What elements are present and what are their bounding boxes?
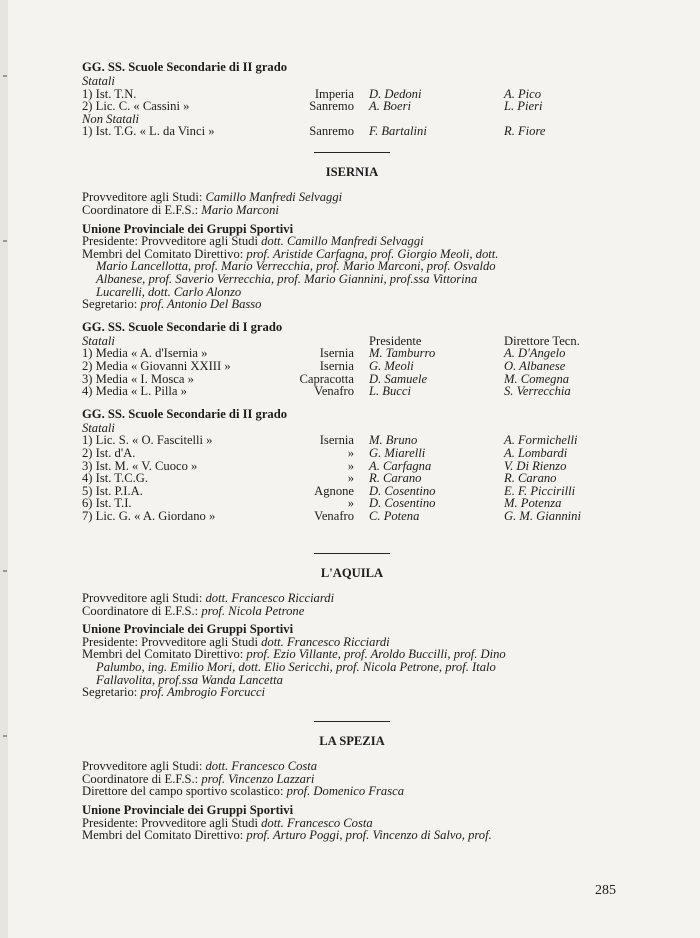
school-name: 4) Media « L. Pilla » — [82, 384, 187, 399]
president-name: F. Bartalini — [369, 124, 427, 139]
coordinatore-line — [82, 605, 622, 618]
director-name: E. F. Piccirilli — [504, 483, 576, 498]
president-name: L. Bucci — [369, 384, 411, 399]
segretario-line — [82, 298, 622, 311]
school-city: » — [347, 496, 354, 511]
membri-label: Membri del Comitato Direttivo: — [82, 246, 244, 261]
school-name: 2) Lic. C. « Cassini » — [82, 99, 190, 114]
table-row — [82, 100, 622, 113]
school-name: 3) Media « I. Mosca » — [82, 371, 194, 386]
membri-names-cont: Palumbo, ing. Emilio Mori, dott. Elio Sericchi, prof. Nicola Petrone, prof. Italo — [96, 660, 496, 674]
statali-label: Statali — [82, 74, 115, 88]
school-city: Venafro — [314, 508, 354, 523]
coordinatore-label: Coordinatore di E.F.S.: — [82, 203, 199, 218]
director-name: O. Albanese — [504, 359, 566, 373]
president-name: G. Miarelli — [369, 445, 426, 460]
school-city: Isernia — [319, 359, 354, 373]
section-heading: GG. SS. Scuole Secondarie di II grado — [82, 60, 288, 74]
school-name: 1) Media « A. d'Isernia » — [82, 346, 208, 361]
section-divider — [314, 721, 390, 723]
segretario-label: Segretario: — [82, 685, 138, 700]
school-name: 6) Ist. T.I. — [82, 496, 132, 511]
non-statali-label: Non Statali — [82, 111, 140, 126]
school-name: 7) Lic. G. « A. Giordano » — [82, 508, 216, 523]
unione-heading: Unione Provinciale dei Gruppi Sportivi — [82, 622, 294, 637]
membri-names-cont: Mario Lancellotta, prof. Mario Verrecchia, prof. Mario Marconi, prof. Osvaldo — [96, 259, 496, 274]
campo-name: prof. Domenico Frasca — [286, 784, 405, 799]
president-name: M. Bruno — [369, 433, 418, 448]
provveditore-label: Provveditore agli Studi: — [82, 591, 203, 606]
membri-names: prof. Ezio Villante, prof. Aroldo Buccilli, prof. Dino — [246, 647, 506, 662]
campo-line — [82, 785, 622, 798]
membri-label: Membri del Comitato Direttivo: — [82, 647, 244, 662]
table-row — [82, 385, 622, 398]
director-name: M. Potenza — [504, 496, 562, 511]
director-name: A. Formichelli — [504, 433, 578, 448]
column-header-presidente: Presidente — [369, 333, 422, 348]
statali-label: Statali — [82, 333, 115, 348]
section-title-laquila: L'AQUILA — [320, 566, 384, 581]
segretario-name: prof. Antonio Del Basso — [140, 297, 262, 312]
membri-names-cont: Lucarelli, dott. Carlo Alonzo — [96, 284, 242, 299]
school-city: Sanremo — [309, 124, 354, 139]
section-title-isernia: ISERNIA — [325, 165, 379, 180]
membri-line — [82, 829, 622, 842]
school-city: Venafro — [314, 384, 354, 399]
school-city: Agnone — [314, 483, 354, 498]
membri-names-cont: Albanese, prof. Saverio Verrecchia, prof. Mario Giannini, prof.ssa Vittorina — [96, 272, 478, 287]
table-row — [82, 447, 622, 460]
binding-hole-mark — [3, 240, 7, 242]
table-row — [82, 510, 622, 523]
membri-label: Membri del Comitato Direttivo: — [82, 828, 244, 843]
coordinatore-name: prof. Nicola Petrone — [201, 603, 305, 618]
director-name: A. D'Angelo — [504, 346, 566, 361]
coordinatore-name: Mario Marconi — [201, 203, 279, 218]
school-name: 1) Ist. T.G. « L. da Vinci » — [82, 124, 215, 139]
provveditore-name: dott. Francesco Ricciardi — [205, 591, 335, 606]
section-divider — [314, 553, 390, 555]
provveditore-label: Provveditore agli Studi: — [82, 759, 203, 774]
school-table — [82, 125, 622, 138]
campo-label: Direttore del campo sportivo scolastico: — [82, 784, 284, 799]
school-table — [82, 347, 622, 397]
coordinatore-line — [82, 204, 622, 217]
presidente-label: Presidente: Provveditore agli Studi — [82, 815, 258, 830]
director-name: A. Lombardi — [504, 445, 568, 460]
section-title-laspezia: LA SPEZIA — [319, 734, 385, 749]
section-divider — [314, 152, 390, 154]
school-name: 1) Ist. T.N. — [82, 86, 137, 101]
membri-names-cont: Fallavolita, prof.ssa Wanda Lancetta — [96, 672, 283, 687]
president-name: A. Carfagna — [369, 458, 432, 473]
school-table — [82, 88, 622, 113]
director-name: R. Fiore — [504, 124, 546, 139]
president-name: C. Potena — [369, 508, 420, 523]
director-name: A. Pico — [504, 86, 542, 101]
director-name: G. M. Giannini — [504, 508, 581, 523]
school-city: » — [347, 445, 354, 460]
school-name: 4) Ist. T.C.G. — [82, 471, 148, 486]
page-number: 285 — [595, 883, 616, 898]
presidente-name: dott. Francesco Ricciardi — [261, 634, 390, 649]
membri-names: prof. Aristide Carfagna, prof. Giorgio Meoli, dott. — [246, 246, 499, 261]
school-city: Isernia — [319, 346, 354, 361]
binding-hole-mark — [3, 75, 7, 77]
president-name: G. Meoli — [369, 359, 414, 373]
table-row — [82, 125, 622, 138]
provveditore-name: Camillo Manfredi Selvaggi — [205, 190, 343, 205]
director-name: L. Pieri — [504, 99, 543, 114]
coordinatore-label: Coordinatore di E.F.S.: — [82, 603, 199, 618]
school-name: 2) Ist. d'A. — [82, 445, 136, 460]
presidente-name: dott. Francesco Costa — [261, 815, 373, 830]
binding-hole-mark — [3, 570, 7, 572]
table-row — [82, 360, 622, 373]
school-name: 3) Ist. M. « V. Cuoco » — [82, 458, 198, 473]
director-name: S. Verrecchia — [504, 384, 571, 399]
director-name: M. Comegna — [504, 371, 570, 386]
president-name: D. Samuele — [369, 371, 428, 386]
segretario-line — [82, 686, 622, 699]
provveditore-label: Provveditore agli Studi: — [82, 190, 203, 205]
presidente-label: Presidente: Provveditore agli Studi — [82, 634, 258, 649]
binding-hole-mark — [3, 735, 7, 737]
school-name: 5) Ist. P.I.A. — [82, 483, 143, 498]
president-name: M. Tamburro — [369, 346, 436, 361]
president-name: R. Carano — [369, 471, 422, 486]
president-name: A. Boeri — [369, 99, 411, 114]
section-heading: GG. SS. Scuole Secondarie di II grado — [82, 406, 288, 421]
page-content — [82, 60, 622, 842]
unione-heading: Unione Provinciale dei Gruppi Sportivi — [82, 803, 294, 818]
president-name: D. Cosentino — [369, 483, 436, 498]
statali-label: Statali — [82, 420, 115, 435]
school-city: Sanremo — [309, 99, 354, 114]
school-table — [82, 434, 622, 522]
presidente-name: dott. Camillo Manfredi Selvaggi — [261, 234, 424, 249]
school-city: » — [347, 471, 354, 486]
membri-names: prof. Arturo Poggi, prof. Vincenzo di Salvo, prof. — [246, 828, 492, 843]
coordinatore-name: prof. Vincenzo Lazzari — [201, 771, 315, 786]
president-name: D. Cosentino — [369, 496, 436, 511]
director-name: R. Carano — [504, 471, 557, 486]
president-name: D. Dedoni — [369, 86, 422, 101]
segretario-name: prof. Ambrogio Forcucci — [140, 685, 266, 700]
column-header-direttore: Direttore Tecn. — [504, 333, 580, 348]
director-name: V. Di Rienzo — [504, 458, 567, 473]
coordinatore-label: Coordinatore di E.F.S.: — [82, 771, 199, 786]
table-row — [82, 472, 622, 485]
provveditore-name: dott. Francesco Costa — [205, 759, 318, 774]
school-city: Imperia — [314, 86, 354, 101]
school-city: Capracotta — [299, 371, 354, 386]
school-name: 1) Lic. S. « O. Fascitelli » — [82, 433, 213, 448]
section-heading: GG. SS. Scuole Secondarie di I grado — [82, 319, 283, 334]
school-city: Isernia — [319, 433, 354, 448]
page-binding-edge — [0, 0, 8, 938]
unione-heading: Unione Provinciale dei Gruppi Sportivi — [82, 221, 294, 236]
segretario-label: Segretario: — [82, 297, 138, 312]
presidente-label: Presidente: Provveditore agli Studi — [82, 234, 258, 249]
school-name: 2) Media « Giovanni XXIII » — [82, 359, 231, 373]
school-city: » — [347, 458, 354, 473]
